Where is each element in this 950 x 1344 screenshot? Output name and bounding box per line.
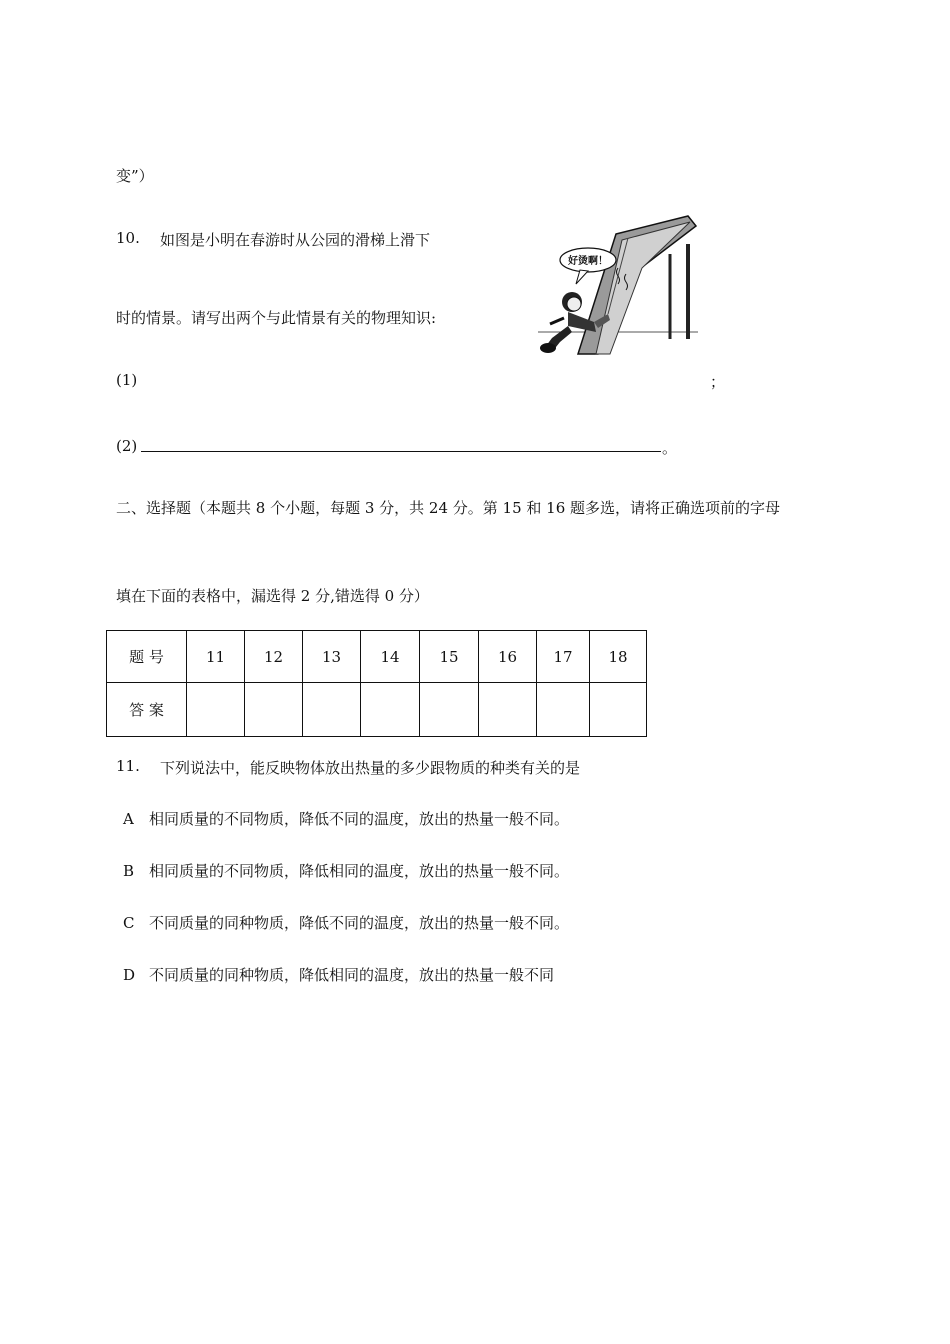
- blank-2-end-mark: 。: [662, 439, 678, 457]
- option-d: [123, 964, 554, 985]
- question-10-line1: 如图是小明在春游时从公园的滑梯上滑下: [160, 231, 431, 249]
- option-b: [123, 860, 569, 881]
- speech-bubble-text: 好烫啊！: [568, 256, 608, 267]
- option-a: [123, 808, 569, 829]
- question-number-cell: 17: [537, 631, 590, 683]
- blank-2-label: (2): [116, 437, 138, 455]
- answer-table: [106, 630, 647, 737]
- answer-cell[interactable]: [420, 683, 479, 737]
- question-number-cell: 18: [590, 631, 647, 683]
- blank-1-end-mark: ；: [710, 373, 726, 391]
- answer-cell[interactable]: [187, 683, 245, 737]
- blank-1-label: (1): [116, 371, 138, 389]
- answer-table-number-row: [107, 631, 647, 683]
- slide-illustration: [538, 214, 698, 360]
- question-number-cell: 16: [479, 631, 537, 683]
- question-10-number: 10.: [116, 229, 140, 247]
- question-number-cell: 15: [420, 631, 479, 683]
- option-letter: A: [123, 810, 134, 828]
- option-text: 相同质量的不同物质，降低相同的温度，放出的热量一般不同。: [149, 862, 570, 880]
- question-11-stem: 下列说法中，能反映物体放出热量的多少跟物质的种类有关的是: [160, 759, 581, 777]
- option-letter: B: [123, 862, 135, 880]
- option-c: [123, 912, 569, 933]
- blank-2-underline[interactable]: [141, 451, 661, 452]
- question-number-cell: 14: [361, 631, 420, 683]
- question-11-number: 11.: [116, 757, 140, 775]
- answer-table-answer-row: [107, 683, 647, 737]
- answer-cell[interactable]: [537, 683, 590, 737]
- question-10-line2: 时的情景。请写出两个与此情景有关的物理知识:: [116, 309, 437, 327]
- answer-cell[interactable]: [303, 683, 361, 737]
- section-2-heading-line2: 填在下面的表格中，漏选得 2 分,错选得 0 分）: [116, 587, 429, 605]
- option-letter: C: [123, 914, 135, 932]
- section-2-heading-line1: 二、选择题（本题共 8 个小题，每题 3 分，共 24 分。第 15 和 16 题多选，请将正确选项前的字母: [116, 499, 781, 517]
- question-number-cell: 12: [245, 631, 303, 683]
- answer-cell[interactable]: [479, 683, 537, 737]
- answer-cell[interactable]: [590, 683, 647, 737]
- answer-cell[interactable]: [361, 683, 420, 737]
- option-text: 不同质量的同种物质，降低相同的温度，放出的热量一般不同: [149, 966, 555, 984]
- option-letter: D: [123, 966, 136, 984]
- option-text: 相同质量的不同物质，降低不同的温度，放出的热量一般不同。: [149, 810, 570, 828]
- previous-question-fragment: 变”）: [116, 167, 154, 185]
- question-number-cell: 11: [187, 631, 245, 683]
- row-header-number: 题 号: [107, 631, 187, 683]
- row-header-answer: 答 案: [107, 683, 187, 737]
- option-text: 不同质量的同种物质，降低不同的温度，放出的热量一般不同。: [149, 914, 570, 932]
- question-number-cell: 13: [303, 631, 361, 683]
- answer-cell[interactable]: [245, 683, 303, 737]
